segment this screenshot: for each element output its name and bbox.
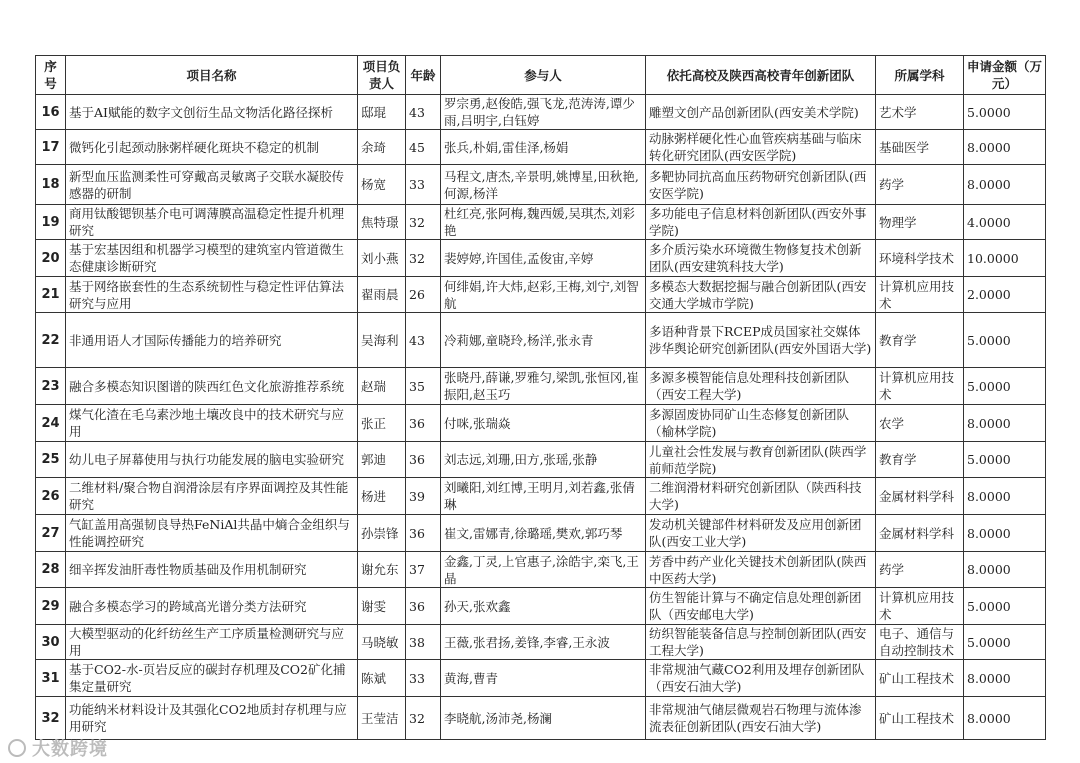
leader-cell: 翟雨晨 [358,277,406,313]
discipline-cell: 药学 [876,165,964,205]
project-name-cell: 二维材料/聚合物自润滑涂层有序界面调控及其性能研究 [66,478,358,515]
row-number-cell: 16 [36,95,66,130]
row-number-cell: 18 [36,165,66,205]
discipline-cell: 金属材料学科 [876,515,964,552]
amount-cell: 8.0000 [964,405,1046,442]
table-row [36,277,1046,313]
age-cell: 32 [406,240,441,277]
age-cell: 35 [406,368,441,405]
leader-cell: 马晓敏 [358,625,406,660]
table-row [36,478,1046,515]
age-cell: 36 [406,442,441,478]
discipline-cell: 环境科学技术 [876,240,964,277]
leader-cell: 刘小燕 [358,240,406,277]
project-name-cell: 细辛挥发油肝毒性物质基础及作用机制研究 [66,552,358,588]
participants-cell: 崔文,雷娜青,徐璐瑶,樊欢,郭巧琴 [441,515,646,552]
amount-cell: 5.0000 [964,368,1046,405]
logo-icon [8,739,26,757]
project-name-cell: 新型血压监测柔性可穿戴高灵敏离子交联水凝胶传感器的研制 [66,165,358,205]
participants-cell: 裴婷婷,许国佳,孟俊宙,辛婷 [441,240,646,277]
amount-cell: 8.0000 [964,515,1046,552]
leader-cell: 张正 [358,405,406,442]
amount-cell: 5.0000 [964,313,1046,368]
header-team: 依托高校及陕西高校青年创新团队 [646,56,876,95]
team-cell: 芳香中药产业化关键技术创新团队(陕西中医药大学) [646,552,876,588]
discipline-cell: 计算机应用技术 [876,277,964,313]
discipline-cell: 矿山工程技术 [876,660,964,697]
table-row [36,130,1046,165]
project-name-cell: 基于CO2-水-页岩反应的碳封存机理及CO2矿化捕集定量研究 [66,660,358,697]
leader-cell: 陈斌 [358,660,406,697]
leader-cell: 王莹洁 [358,697,406,740]
project-name-cell: 基于AI赋能的数字文创衍生品文物活化路径探析 [66,95,358,130]
age-cell: 36 [406,515,441,552]
row-number-cell: 20 [36,240,66,277]
participants-cell: 金鑫,丁灵,上官惠子,涂皓宇,栾飞,王晶 [441,552,646,588]
project-name-cell: 大模型驱动的化纤纺丝生产工序质量检测研究与应用 [66,625,358,660]
amount-cell: 5.0000 [964,588,1046,625]
amount-cell: 8.0000 [964,697,1046,740]
discipline-cell: 电子、通信与自动控制技术 [876,625,964,660]
team-cell: 动脉粥样硬化性心血管疾病基础与临床转化研究团队(西安医学院) [646,130,876,165]
row-number-cell: 22 [36,313,66,368]
project-name-cell: 商用钛酸锶钡基介电可调薄膜高温稳定性提升机理研究 [66,205,358,240]
project-name-cell: 基于宏基因组和机器学习模型的建筑室内管道微生态健康诊断研究 [66,240,358,277]
table-row [36,552,1046,588]
amount-cell: 8.0000 [964,478,1046,515]
row-number-cell: 31 [36,660,66,697]
leader-cell: 焦特璟 [358,205,406,240]
participants-cell: 何绯娟,许大炜,赵彩,王梅,刘宁,刘智航 [441,277,646,313]
project-name-cell: 煤气化渣在毛乌素沙地土壤改良中的技术研究与应用 [66,405,358,442]
participants-cell: 杜红亮,张阿梅,魏西媛,吴琪杰,刘彩艳 [441,205,646,240]
header-discipline: 所属学科 [876,56,964,95]
team-cell: 仿生智能计算与不确定信息处理创新团队（西安邮电大学) [646,588,876,625]
amount-cell: 8.0000 [964,552,1046,588]
participants-cell: 马程文,唐杰,辛景明,姚博星,田秋艳,何源,杨洋 [441,165,646,205]
header-participants: 参与人 [441,56,646,95]
discipline-cell: 农学 [876,405,964,442]
participants-cell: 孙天,张欢鑫 [441,588,646,625]
participants-cell: 冷莉娜,童晓玲,杨洋,张永青 [441,313,646,368]
table-header [36,56,1046,95]
table-row [36,515,1046,552]
leader-cell: 邸琨 [358,95,406,130]
amount-cell: 8.0000 [964,165,1046,205]
participants-cell: 付咪,张瑞焱 [441,405,646,442]
age-cell: 36 [406,405,441,442]
table-row [36,205,1046,240]
row-number-cell: 29 [36,588,66,625]
table-row [36,95,1046,130]
leader-cell: 孙崇锋 [358,515,406,552]
header-amount: 申请金额（万元） [964,56,1046,95]
discipline-cell: 教育学 [876,313,964,368]
table-row [36,660,1046,697]
participants-cell: 张兵,朴娟,雷佳泽,杨娟 [441,130,646,165]
participants-cell: 张晓丹,薛谦,罗雅匀,梁凯,张恒冈,崔振阳,赵玉巧 [441,368,646,405]
discipline-cell: 物理学 [876,205,964,240]
leader-cell: 杨进 [358,478,406,515]
watermark-logo [8,735,108,761]
age-cell: 32 [406,697,441,740]
age-cell: 32 [406,205,441,240]
age-cell: 43 [406,313,441,368]
team-cell: 多靶协同抗高血压药物研究创新团队(西安医学院) [646,165,876,205]
leader-cell: 赵瑞 [358,368,406,405]
table-row [36,240,1046,277]
project-name-cell: 非通用语人才国际传播能力的培养研究 [66,313,358,368]
table-row [36,697,1046,740]
leader-cell: 谢雯 [358,588,406,625]
participants-cell: 刘志远,刘珊,田方,张瑶,张静 [441,442,646,478]
amount-cell: 10.0000 [964,240,1046,277]
discipline-cell: 计算机应用技术 [876,368,964,405]
discipline-cell: 艺术学 [876,95,964,130]
watermark-text: 大数跨境 [32,739,108,760]
team-cell: 纺织智能装备信息与控制创新团队(西安工程大学) [646,625,876,660]
row-number-cell: 17 [36,130,66,165]
amount-cell: 8.0000 [964,130,1046,165]
participants-cell: 王薇,张君扬,姜锋,李睿,王永波 [441,625,646,660]
row-number-cell: 30 [36,625,66,660]
participants-cell: 刘曦阳,刘红博,王明月,刘若鑫,张倩琳 [441,478,646,515]
row-number-cell: 28 [36,552,66,588]
discipline-cell: 药学 [876,552,964,588]
project-table [35,55,1046,740]
age-cell: 37 [406,552,441,588]
age-cell: 39 [406,478,441,515]
discipline-cell: 计算机应用技术 [876,588,964,625]
table-row [36,442,1046,478]
age-cell: 26 [406,277,441,313]
project-name-cell: 融合多模态知识图谱的陕西红色文化旅游推荐系统 [66,368,358,405]
team-cell: 多功能电子信息材料创新团队(西安外事学院) [646,205,876,240]
row-number-cell: 21 [36,277,66,313]
team-cell: 非常规油气储层微观岩石物理与流体渗流表征创新团队(西安石油大学) [646,697,876,740]
team-cell: 非常规油气藏CO2利用及埋存创新团队（西安石油大学) [646,660,876,697]
row-number-cell: 26 [36,478,66,515]
leader-cell: 余琦 [358,130,406,165]
discipline-cell: 基础医学 [876,130,964,165]
project-name-cell: 幼儿电子屏幕使用与执行功能发展的脑电实验研究 [66,442,358,478]
header-no: 序号 [36,56,66,95]
project-name-cell: 融合多模态学习的跨域高光谱分类方法研究 [66,588,358,625]
table-row [36,625,1046,660]
row-number-cell: 25 [36,442,66,478]
leader-cell: 郭迪 [358,442,406,478]
team-cell: 雕塑文创产品创新团队(西安美术学院) [646,95,876,130]
row-number-cell: 24 [36,405,66,442]
table-row [36,588,1046,625]
amount-cell: 5.0000 [964,442,1046,478]
project-name-cell: 功能纳米材料设计及其强化CO2地质封存机理与应用研究 [66,697,358,740]
leader-cell: 吴海利 [358,313,406,368]
table-row [36,313,1046,368]
amount-cell: 2.0000 [964,277,1046,313]
age-cell: 33 [406,660,441,697]
row-number-cell: 27 [36,515,66,552]
participants-cell: 李晓航,汤沛尧,杨澜 [441,697,646,740]
leader-cell: 杨宽 [358,165,406,205]
header-project-name: 项目名称 [66,56,358,95]
row-number-cell: 23 [36,368,66,405]
age-cell: 45 [406,130,441,165]
row-number-cell: 32 [36,697,66,740]
amount-cell: 4.0000 [964,205,1046,240]
age-cell: 43 [406,95,441,130]
amount-cell: 8.0000 [964,660,1046,697]
project-name-cell: 基于网络嵌套性的生态系统韧性与稳定性评估算法研究与应用 [66,277,358,313]
leader-cell: 谢允东 [358,552,406,588]
age-cell: 33 [406,165,441,205]
row-number-cell: 19 [36,205,66,240]
team-cell: 儿童社会性发展与教育创新团队(陕西学前师范学院) [646,442,876,478]
age-cell: 38 [406,625,441,660]
header-age: 年龄 [406,56,441,95]
participants-cell: 罗宗勇,赵俊皓,强飞龙,范涛涛,谭少雨,吕明宇,白钰婷 [441,95,646,130]
project-name-cell: 微钙化引起颈动脉粥样硬化斑块不稳定的机制 [66,130,358,165]
team-cell: 多模态大数据挖掘与融合创新团队(西安交通大学城市学院) [646,277,876,313]
header-leader: 项目负责人 [358,56,406,95]
table-row [36,368,1046,405]
table-row [36,405,1046,442]
team-cell: 发动机关键部件材料研发及应用创新团队(西安工业大学) [646,515,876,552]
participants-cell: 黄海,曹青 [441,660,646,697]
discipline-cell: 金属材料学科 [876,478,964,515]
discipline-cell: 教育学 [876,442,964,478]
age-cell: 36 [406,588,441,625]
team-cell: 多语种背景下RCEP成员国家社交媒体涉华舆论研究创新团队(西安外国语大学) [646,313,876,368]
team-cell: 多源固废协同矿山生态修复创新团队（榆林学院) [646,405,876,442]
amount-cell: 5.0000 [964,625,1046,660]
team-cell: 多介质污染水环境微生物修复技术创新团队(西安建筑科技大学) [646,240,876,277]
project-name-cell: 气缸盖用高强韧良导热FeNiAl共晶中熵合金组织与性能调控研究 [66,515,358,552]
discipline-cell: 矿山工程技术 [876,697,964,740]
amount-cell: 5.0000 [964,95,1046,130]
team-cell: 二维润滑材料研究创新团队（陕西科技大学) [646,478,876,515]
team-cell: 多源多模智能信息处理科技创新团队（西安工程大学) [646,368,876,405]
table-row [36,165,1046,205]
